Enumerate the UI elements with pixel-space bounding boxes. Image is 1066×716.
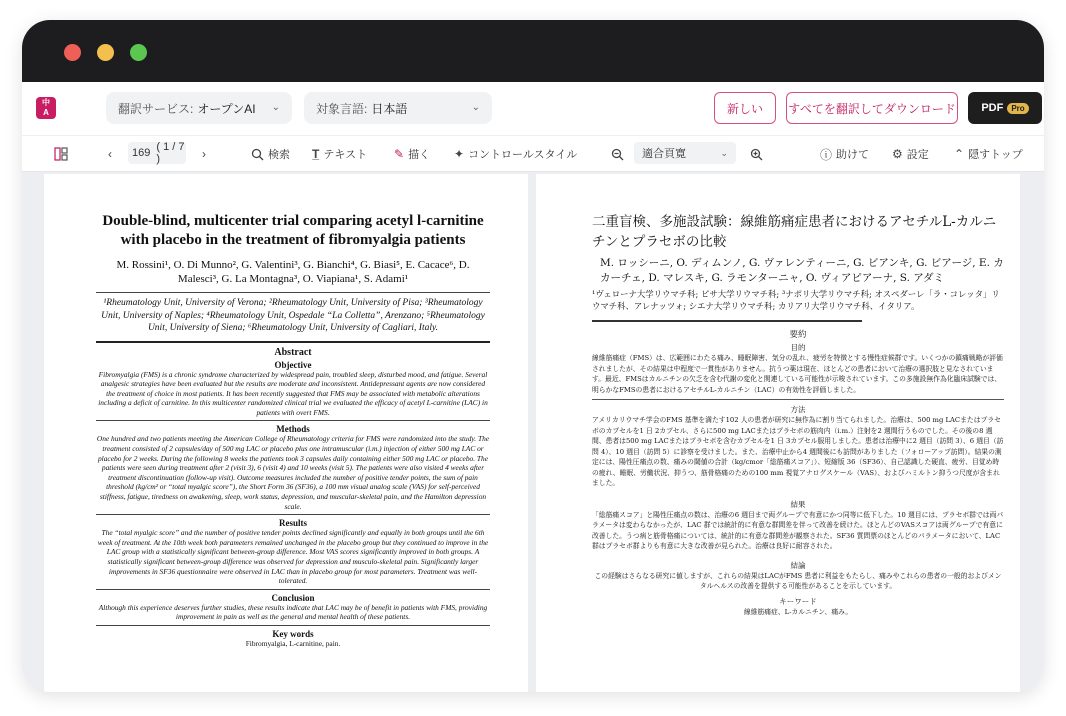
translation-service-label: 翻訳サービス: <box>118 101 194 116</box>
zoom-in-button[interactable] <box>750 136 763 172</box>
divider <box>96 589 490 590</box>
page-number-value: 169 <box>132 147 151 159</box>
keywords-text: Fibromyalgia, L-carnitine, pain. <box>245 638 341 648</box>
sidebar-toggle-button[interactable] <box>54 136 68 172</box>
chevron-down-icon: ⌄ <box>720 147 728 158</box>
chevron-right-icon: › <box>202 147 206 161</box>
app-window <box>22 20 1044 692</box>
paper-authors: M. Rossini¹, O. Di Munno², G. Valentini³, G. Bianchi⁴, G. Biasi⁵, E. Cacace⁶, D. Malesci³, G. La Montagna³, O. Viapiana¹, S. Adami¹ <box>116 259 470 285</box>
zoom-out-button[interactable] <box>611 136 624 172</box>
app-logo-icon: 中 A <box>36 97 56 119</box>
divider <box>96 341 490 343</box>
page-count: ( 1 / 7 ) <box>156 141 185 165</box>
search-label: 検索 <box>268 149 290 161</box>
title-bar <box>22 20 1044 82</box>
prev-page-button[interactable] <box>108 136 112 172</box>
translated-methods-text: アメリカリウマチ学会のFMS 基準を満たす102 人の患者が研究に無作為に割り当てられました。治療は、500 mg LACまたはプラセボのカプセルを1 日 2カプセル、さらに500 mg LACまたはプラセボの筋肉内（i.m.）注射を2 週間行うものでした。その後の8 週間、患者は500 mg LACまたはプラセボを含むカプセルを1 日 3カプセル服用しました。患者は治療中に2 週目（訪問 3）、6 週目（訪問 4）、10 週目（訪問 5）に診察を受けました。また、治療中止から4 週間後にも訪問がありました（フォローアップ訪問）。結果の測定には、陽性圧痛点の数、痛みの閾値の合計（kg/cmor「総筋痛スコア」）、短縮版 36（SF36）、自己認識した硬直、疲労、目覚め時の疲れ、睡眠、労働状況、抑うつ、筋骨格痛のための100 mm 視覚アナログスケール（VAS）、およびハミルトン抑うつ尺度が含まれました。 <box>592 416 1004 487</box>
chevron-up-circle-icon: ⌃ <box>954 147 965 161</box>
search-icon <box>251 148 264 161</box>
minimize-window-button[interactable] <box>97 44 114 61</box>
text-tool-label: テキスト <box>323 149 368 161</box>
divider <box>96 514 490 515</box>
translated-keywords-text: 線維筋痛症、L-カルニチン、痛み。 <box>743 607 853 616</box>
next-page-button[interactable] <box>202 136 206 172</box>
methods-text: One hundred and two patients meeting the American College of Rheumatology criteria for FMS were randomized into the study. The treatment consisted of 2 capsules/day of 500 mg LAC or placebo plus one intramuscular (i.m.) injection of either 500 mg LAC or placebo for 2 weeks. During the following 8 weeks the patients took 3 capsules daily containing either 500 mg LAC or placebo. The patients were seen during treatment after 2 (visit 3), 6 (visit 4) and 10 weeks (visit 5). The patients were also visited 4 weeks after treatment discontinuation (follow-up visit). Outcome measures included the number of positive tender points, the sum of pain threshold (kg/cm² or “total myalgic score”), the Short Form 36 (SF36), a 100 mm visual analog scale (VAS) for self-perceived stiffness, fatigue, tiredness on awakening, sleep, work status, depression, and muscular-skeletal pain, and the Hamilton depression scale. <box>96 434 490 511</box>
objective-text: Fibromyalgia (FMS) is a chronic syndrome characterized by widespread pain, troubled sleep, disturbed mood, and fatigue. Several analgesic strategies have been evaluated but the results are moderate and inconsistent. Antidepressant agents are now considered the treatment of choice in most patients. It has been recently suggested that FMS may be associated with metabolic alterations including a deficit of carnitine. In this multicenter randomized clinical trial we evaluated the efficacy of acetyl L-carnitine (LAC) in patients with overt FMS. <box>98 369 488 417</box>
close-window-button[interactable] <box>64 44 81 61</box>
chevron-down-icon: ⌄ <box>471 102 480 113</box>
divider <box>96 292 490 293</box>
control-style-label: コントロールスタイル <box>468 149 578 161</box>
conclusion-text: Although this experience deserves further studies, these results indicate that LAC may be of benefit in patients with FMS, providing improvement in pain as well as the general and mental health of these patients. <box>98 602 488 622</box>
zoom-select[interactable] <box>634 142 736 164</box>
top-bar <box>22 82 1044 136</box>
magic-wand-icon: ✦ <box>454 147 465 161</box>
translated-affiliations: ¹ヴェローナ大学リウマチ科; ピサ大学リウマチ科; ³ナポリ大学リウマチ科; オスペダーレ「ラ・コレッタ」リウマチ科、アレナッツォ; シエナ大学リウマチ科; カリアリ大学リウマチ科、イタリア。 <box>592 289 1000 311</box>
translated-objective-heading: 目的 <box>790 343 806 352</box>
help-button[interactable] <box>820 136 869 172</box>
translated-pdf-page[interactable] <box>536 174 1020 692</box>
pdf-pro-button[interactable] <box>968 92 1042 124</box>
chevron-down-icon: ⌄ <box>271 102 280 113</box>
translated-conclusion-text: この経験はさらなる研究に値しますが、これらの結果はLACがFMS 患者に利益をもたらし、痛みやこれらの患者の一般的およびメンタルヘルスの改善を提供する可能性があることを示しています。 <box>594 571 1002 590</box>
sidebar-toggle-icon <box>54 147 68 161</box>
page-number-input[interactable] <box>128 142 186 164</box>
divider <box>96 420 490 421</box>
zoom-value: 適合頁寛 <box>642 148 686 160</box>
hide-top-button[interactable] <box>954 136 1023 172</box>
divider <box>592 320 862 322</box>
paper-title: Double-blind, multicenter trial comparing acetyl l-carnitine with placebo in the treatment of fibromyalgia patients <box>102 213 484 248</box>
zoom-out-icon <box>611 148 624 161</box>
abstract-heading: Abstract <box>274 346 312 358</box>
translation-service-value: オープンAI <box>197 101 256 116</box>
new-button[interactable]: 新しい <box>714 92 776 124</box>
paper-affiliations: ¹Rheumatology Unit, University of Verona; ²Rheumatology Unit, University of Pisa; ³Rheumatology Unit, University of Naples; ⁴Rheumatology Unit, Ospedale “La Colletta”, Arenzano; ⁵Rheumatology Unit, University of Siena; ⁶Rheumatology Unit, University of Cagliari, Italy. <box>101 298 485 333</box>
divider <box>592 399 1004 400</box>
maximize-window-button[interactable] <box>130 44 147 61</box>
control-style-button[interactable] <box>454 136 577 172</box>
help-icon: ⓘ <box>820 147 833 162</box>
objective-heading: Objective <box>274 359 312 370</box>
gear-icon: ⚙ <box>892 147 903 161</box>
translated-abstract-heading: 要約 <box>789 330 807 340</box>
translate-all-download-button[interactable]: すべてを翻訳してダウンロード <box>786 92 958 124</box>
translated-authors: M. ロッシーニ, O. ディムンノ, G. ヴァレンティーニ, G. ビアンキ, G. ビアージ, E. カカーチェ, D. マレスキ, G. ラモンターニャ, O. ヴィアピアーナ, S. アダミ <box>600 257 1004 284</box>
results-text: The “total myalgic score” and the number of positive tender points declined significantly and equally in both groups until the 6th week of treatment. At the 10th week both parameters remained unchanged in the placebo group but they continued to improve in the LAC group with a statistically significant between-group difference. Most VAS scores significantly improved in both groups. A statistically significant between-group difference was observed for depression and musculo-skeletal pain. Significantly larger improvements in SF36 questionnaire were observed in LAC than in placebo group for most parameters. Treatment was well-tolerated. <box>97 528 489 586</box>
translated-methods-heading: 方法 <box>790 405 806 414</box>
translation-service-select[interactable] <box>106 92 292 124</box>
draw-tool-label: 描く <box>408 149 431 161</box>
conclusion-heading: Conclusion <box>271 592 315 603</box>
text-icon: T̲ <box>312 147 320 161</box>
chevron-left-icon: ‹ <box>108 147 112 161</box>
translated-keywords-heading: キーワード <box>779 596 817 606</box>
search-button[interactable] <box>251 136 290 172</box>
translated-results-heading: 結果 <box>790 499 806 509</box>
help-label: 助けて <box>836 149 870 161</box>
results-heading: Results <box>278 518 307 529</box>
toolbar <box>22 136 1044 172</box>
zoom-in-icon <box>750 148 763 161</box>
target-language-select[interactable] <box>304 92 492 124</box>
target-language-label: 対象言語: <box>316 101 368 116</box>
translated-conclusion-heading: 結論 <box>790 560 806 570</box>
text-tool-button[interactable] <box>312 136 367 172</box>
pro-badge: Pro <box>1007 103 1028 114</box>
methods-heading: Methods <box>276 424 310 435</box>
hide-top-label: 隠すトップ <box>968 149 1023 161</box>
translated-title: 二重盲検、多施設試験：線維筋痛症患者におけるアセチルL-カルニチンとプラセボの比較 <box>592 214 997 250</box>
pdf-label: PDF <box>981 102 1004 114</box>
target-language-value: 日本語 <box>371 101 408 116</box>
settings-label: 設定 <box>906 149 929 161</box>
pencil-icon: ✎ <box>394 147 405 161</box>
keywords-heading: Key words <box>272 628 314 639</box>
translated-results-text: 「総筋痛スコア」と陽性圧痛点の数は、治療の6 週目まで両グループで有意にかつ同等に低下した。10 週目には、プラセボ群では両パラメータは変わらなかったが、LAC 群では統計的に有意な群間差を伴って改善を続けた。ほとんどのVASスコアは両グループで有意に改善した。うつ病と筋骨格痛については、統計的に有意な群間差が観察された。SF36 質問票のほとんどのパラメータにおいて、LAC 群はプラセボ群よりも有意に大きな改善が見られた。治療は良好に耐容された。 <box>592 510 1004 550</box>
original-pdf-page[interactable] <box>44 174 528 692</box>
divider <box>96 625 490 626</box>
settings-button[interactable] <box>892 136 929 172</box>
draw-tool-button[interactable] <box>394 136 430 172</box>
translated-objective-text: 線維筋痛症（FMS）は、広範囲にわたる痛み、睡眠障害、気分の乱れ、疲労を特徴とする慢性症候群です。いくつかの鎮痛戦略が評価されましたが、その結果は中程度で一貫性がありません。抗うつ薬は現在、ほとんどの患者において治療の選択肢と見なされています。最近、FMSはカルニチンの欠乏を含む代謝の変化と関連している可能性が示唆されています。この多施設無作為化臨床試験では、明らかなFMSの患者におけるアセチルL-カルニチン（LAC）の有効性を評価しました。 <box>592 354 1003 394</box>
